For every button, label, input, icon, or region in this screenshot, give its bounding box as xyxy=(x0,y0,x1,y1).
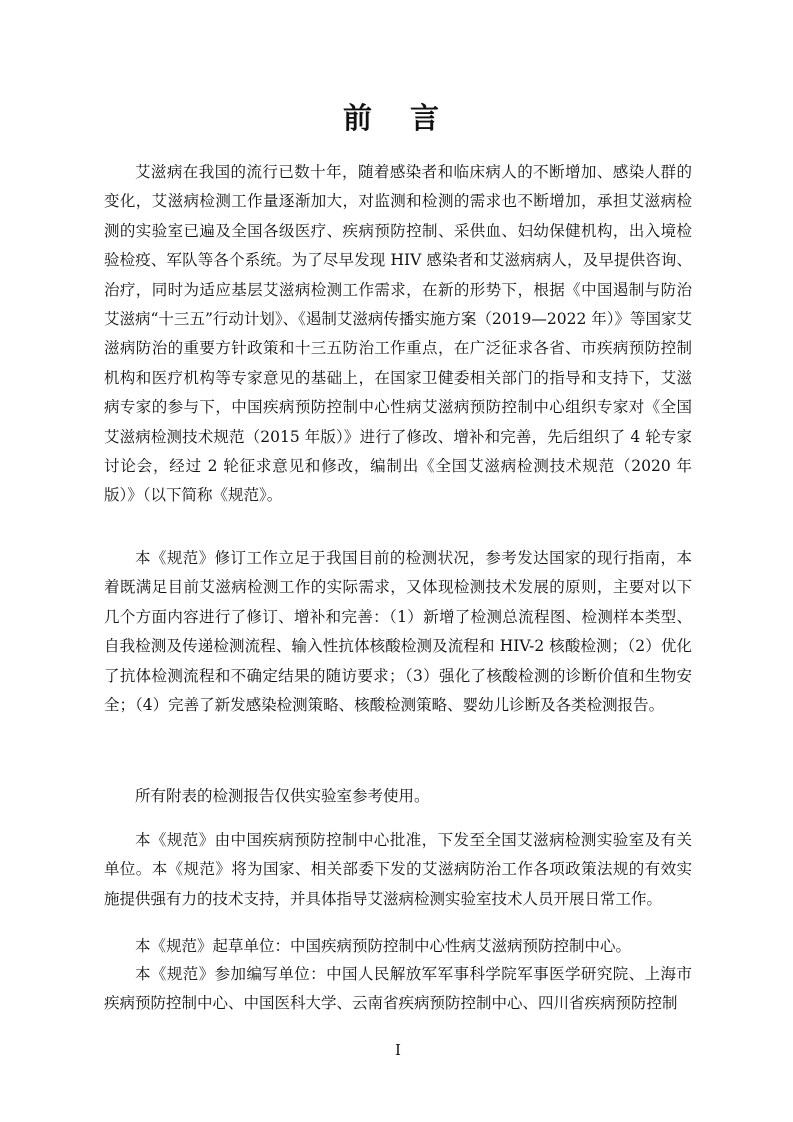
paragraph-appendix-note: 所有附表的检测报告仅供实验室参考使用。 xyxy=(135,787,430,805)
paragraph-participating-units: 本《规范》参加编写单位：中国人民解放军军事科学院军事医学研究院、上海市疾病预防控制中心、中国医科大学、云南省疾病预防控制中心、四川省疾病预防控制 xyxy=(104,965,692,1013)
paragraph-drafting-unit: 本《规范》起草单位：中国疾病预防控制中心性病艾滋病预防控制中心。 xyxy=(135,937,632,955)
paragraph-approval: 本《规范》由中国疾病预防控制中心批准，下发至全国艾滋病检测实验室及有关单位。本《规范》将为国家、相关部委下发的艾滋病防治工作各项政策法规的有效实施提供强有力的技术支持，并具体指导艾滋病检测实验室技术人员开展日常工作。 xyxy=(104,831,692,908)
paragraph-background: 艾滋病在我国的流行已数十年，随着感染者和临床病人的不断增加、感染人群的变化，艾滋病检测工作量逐渐加大，对监测和检测的需求也不断增加，承担艾滋病检测的实验室已遍及全国各级医疗、疾病预防控制、采供血、妇幼保健机构，出入境检验检疫、军队等各个系统。为了尽早发现 HIV 感染者和艾滋病病人，及早提供咨询、治疗，同时为适应基层艾滋病检测工作需求，在新的形势下，根据《中国遏制与防治艾滋病“十三五”行动计划》、《遏制艾滋病传播实施方案（2019—2022 年）》等国家艾滋病防治的重要方针政策和十三五防治工作重点，在广泛征求各省、市疾病预防控制机构和医疗机构等专家意见的基础上，在国家卫健委相关部门的指导和支持下，艾滋病专家的参与下，中国疾病预防控制中心性病艾滋病预防控制中心组织专家对《全国艾滋病检测技术规范（2015 年版）》进行了修改、增补和完善，先后组织了 4 轮专家讨论会，经过 2 轮征求意见和修改，编制出《全国艾滋病检测技术规范（2020 年版）》（以下简称《规范》。 xyxy=(104,163,692,505)
document-page xyxy=(104,0,692,1122)
paragraph-revision-scope: 本《规范》修订工作立足于我国目前的检测状况，参考发达国家的现行指南，本着既满足目前艾滋病检测工作的实际需求，又体现检测技术发展的原则，主要对以下几个方面内容进行了修订、增补和完善：（1）新增了检测总流程图、检测样本类型、自我检测及传递检测流程、输入性抗体核酸检测及流程和 HIV-2 核酸检测；（2）优化了抗体检测流程和不确定结果的随访要求；（3）强化了核酸检测的诊断价值和生物安全；（4）完善了新发感染检测策略、核酸检测策略、婴幼儿诊断及各类检测报告。 xyxy=(104,549,692,715)
page-number: I xyxy=(395,1041,401,1059)
page-title: 前 言 xyxy=(342,101,454,135)
